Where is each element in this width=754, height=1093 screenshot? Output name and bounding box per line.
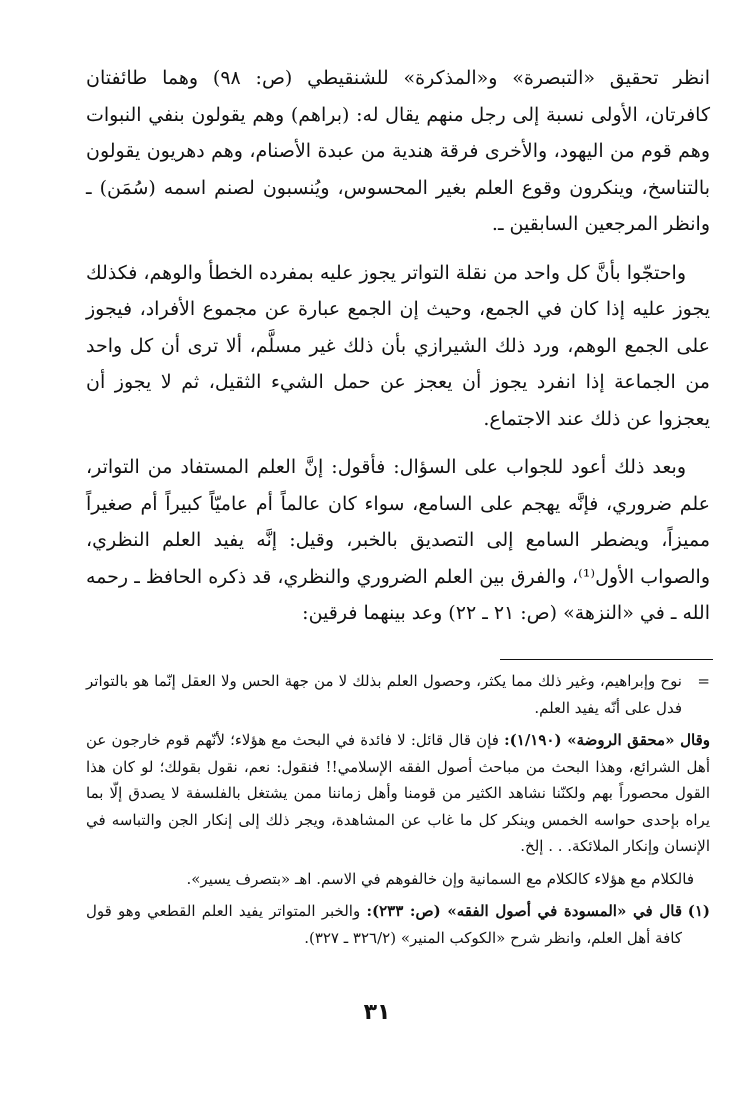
page-number: ٣١ (363, 1000, 391, 1025)
footnote-1 (86, 898, 710, 951)
paragraph-3: وبعد ذلك أعود للجواب على السؤال: فأقول: إنَّ العلم المستفاد من التواتر، علم ضروري، فإنَّه يهجم على السامع، سواء كان عالماً أم عاميّاً كبيراً أم صغيراً مميزاً، ويضطر السامع إلى التصديق بالخبر، وقيل: إنَّه يفيد العلم النظري، والصواب الأول⁽¹⁾، والفرق بين العلم الضروري والنظري، قد ذكره الحافظ ـ رحمه الله ـ في «النزهة» (ص: ٢١ ـ ٢٢) وعد بينهما فرقين: (86, 456, 710, 624)
footnote-1-marker: (١) (687, 902, 710, 920)
footnotes (86, 668, 710, 951)
footnote-closing: فالكلام مع هؤلاء كالكلام مع السمانية وإن خالفوهم في الاسم. اهـ «بتصرف يسير». (186, 869, 694, 888)
footnote-continuation (86, 668, 710, 721)
paragraph-1: انظر تحقيق «التبصرة» و«المذكرة» للشنقيطي (ص: ٩٨) وهما طائفتان كافرتان، الأولى نسبة إلى رجل منهم يقال له: (براهم) وهم يقولون بنفي النبوات وهم قوم من اليهود، والأخرى فرقة هندية من عبدة الأصنام، وهم دهريون يقولون بالتناسخ، وينكرون وقوع العلم بغير المحسوس، ويُنسبون لصنم اسمه (سُمَن) ـ وانظر المرجعين السابقين ـ. (86, 67, 710, 235)
footnote-1-lead: قال في «المسودة في أصول الفقه» (ص: ٢٣٣): (366, 902, 682, 920)
footnote-separator (500, 659, 713, 660)
quote-lead: وقال «محقق الروضة» (١/١٩٠): (504, 731, 710, 749)
continuation-marker: = (697, 672, 710, 690)
quote-body: فإن قال قائل: لا فائدة في البحث مع هؤلاء؛ لأنّهم قوم خارجون عن أهل الشرائع، وهذا البحث من مباحث أصول الفقه الإسلامي!! فنقول: نعم، نقول بقولك؛ لو كان هذا القول محصوراً بهم ولكنّنا نشاهد الكثير من قومنا وأهل زماننا ممن يشتغل بالفلسفة لا يصدق إلّا بما يراه بإحدى حواسه الخمس وينكر كل ما غاب عن المشاهدة، ويجر ذلك إلى إنكار الجن والتباسه في الإنسان وإنكار الملائكة. . . إلخ. (86, 731, 710, 855)
continuation-text: نوح وإبراهيم، وغير ذلك مما يكثر، وحصول العلم بذلك لا من جهة الحس ولا العقل إنّما هو بالتواتر فدل على أنّه يفيد العلم. (86, 672, 682, 717)
footnote-1-body: والخبر المتواتر يفيد العلم القطعي وهو قول كافة أهل العلم، وانظر شرح «الكوكب المنير» (٣٢٦/٢ ـ ٣٢٧). (86, 902, 682, 947)
main-text (86, 60, 710, 632)
footnote-quote (86, 727, 710, 860)
paragraph-2: واحتجّوا بأنَّ كل واحد من نقلة التواتر يجوز عليه بمفرده الخطأ والوهم، فكذلك يجوز عليه إذا كان في الجمع، وحيث إن الجمع عبارة عن مجموع الأفراد، فيجوز على الجمع الوهم، ورد ذلك الشيرازي بأن ذلك غير مسلَّم، ألا ترى أن كل واحد من الجماعة إذا انفرد يجوز أن يعجز عن حمل الشيء الثقيل، ثم لا يجوز أن يعجزوا عن ذلك عند الاجتماع. (86, 261, 710, 430)
